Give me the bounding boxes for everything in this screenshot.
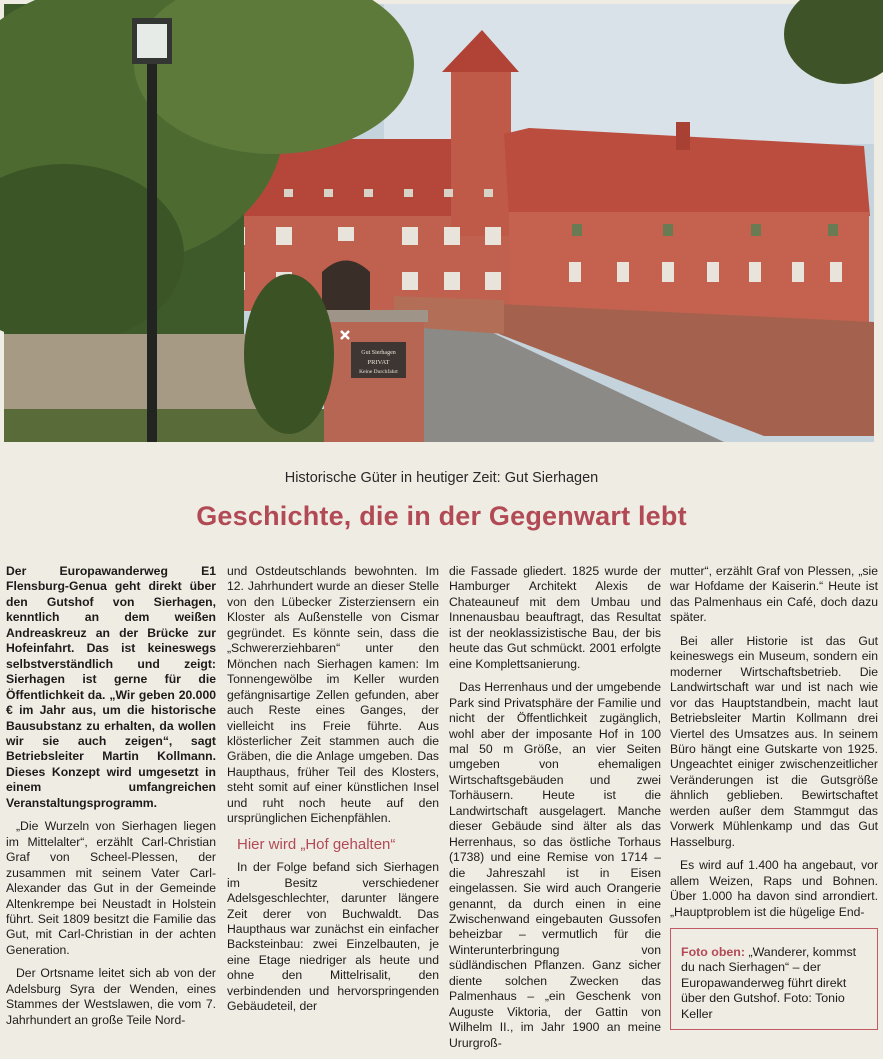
paragraph: „Die Wurzeln von Sierhagen liegen im Mittelalter“, erzählt Carl-Christian Graf von Scheel-Plessen, der zusammen mit seinem Vater Carl-Alexander das Gut in der Gemeinde Altenkrempe bei Neustadt in Holstein führt. Seit 1809 besitzt die Familie das Gut, mit Carl-Christian in der achten Generation. (6, 819, 216, 957)
paragraph: Der Ortsname leitet sich ab von der Adelsburg Syra der Wenden, eines Stammes der Westslawen, die vom 7. Jahrhundert an große Teile Nord- (6, 966, 216, 1027)
paragraph: Das Herrenhaus und der umgebende Park sind Privatsphäre der Familie und nicht der Öffentlichkeit zugänglich, wohl aber der imposante Hof in 100 mal 50 m Größe, an vier Seiten umgeben von ehemaligen Wirtschaftsgebäuden und zwei Torhäusern. Heute ist die Landwirtschaft ausgelagert. Manche dieser Gebäude sind älter als das Herrenhaus, so das östliche Torhaus (1738) und eine Remise von 1714 – die Jahreszahl ist in Eisen eingelassen. Sie wird auch Orangerie genannt, da durch einen in eine Zwischenwand eingebauten Gussofen beheizbar – vermutlich für die Winterunterbringung von südländischen Pflanzen. Ganz sicher diente solchen Zwecken das Palmenhaus – „ein Geschenk von Auguste Viktoria, der Gattin von Wilhelm II., im Jahr 1900 an meine Ururgroß- (449, 680, 661, 1050)
lamppost (147, 64, 157, 442)
paragraph: In der Folge befand sich Sierhagen im Besitz verschiedener Adelsgeschlechter, darunter längere Zeit derer von Buchwaldt. Das Haupthaus war zunächst ein einfacher Backsteinbau: zwei Einzelbauten, je eine Etage niedriger als heute und ohne den Mittelrisalit, den verbindenden und hervorspringenden Gebäudeteil, der (227, 860, 439, 1014)
caption-text: „Wanderer, kommst du nach Sierhagen“ – der Europawanderweg führt direkt über den Gutshof. Foto: Tonio Keller (681, 944, 857, 1021)
article-column-4 (670, 564, 878, 1030)
sign-text-line1: Gut Sierhagen (361, 350, 396, 356)
article-column-1 (6, 564, 216, 1036)
paragraph: die Fassade gliedert. 1825 wurde der Hamburger Architekt Alexis de Chateauneuf mit dem Umbau und Innenausbau beauftragt, das Resultat ist der neoklassizistische Bau, der bis heute das Gut schmückt. 2001 erfolgte eine Komplettsanierung. (449, 564, 661, 671)
photo-gut-sierhagen (4, 4, 874, 442)
paragraph: Bei aller Historie ist das Gut keineswegs ein Museum, sondern ein moderner Wirtschaftsbetrieb. Die Landwirtschaft war und ist nach wie vor das Hauptstandbein, macht laut Betriebsleiter Martin Kollmann drei Viertel des Umsatzes aus. In seinem Büro hängt eine Gutskarte von 1925. Ungeachtet einiger zwischenzeitlicher Veränderungen ist die Gutsgröße ähnlich geblieben. Bewirtschaftet werden außer dem Stammgut das Vorwerk Mühlenkamp und das Gut Hasselburg. (670, 633, 878, 849)
paragraph: mutter“, erzählt Graf von Plessen, „sie war Hofdame der Kaiserin.“ Heute ist das Palmenhaus ein Café, doch dazu später. (670, 564, 878, 625)
kicker: Historische Güter in heutiger Zeit: Gut Sierhagen (284, 470, 599, 486)
article-column-2 (227, 564, 439, 1023)
lead-paragraph: Der Europawanderweg E1 Flensburg-Genua geht direkt über den Gutshof von Sierhagen, kenntlich an dem weißen Andreaskreuz an der Brücke zur Hofeinfahrt. Das ist keineswegs selbstverständlich und zeigt: Sierhagen ist gerne für die Öffentlichkeit da. „Wir geben 20.000 € im Jahr aus, um die historische Bausubstanz zu erhalten, da wollen wir sie auch zeigen“, sagt Betriebsleiter Martin Kollmann. Dieses Konzept wird umgesetzt in einem umfangreichen Veranstaltungsprogramm. (6, 564, 216, 810)
photo-caption-box (670, 928, 878, 1030)
sign-text-line2: PRIVAT (367, 359, 390, 366)
caption-label: Foto oben: (681, 944, 745, 959)
article-column-3 (449, 564, 661, 1059)
photo-illustration (4, 4, 874, 442)
sign-text-line3: Keine Durchfahrt (359, 369, 398, 375)
paragraph: und Ostdeutschlands bewohnten. Im 12. Jahrhundert wurde an dieser Stelle von den Lübecker Zisterziensern ein Kloster als Außenstelle von Cismar gegründet. Es könnte sein, dass die „Schwererziehbaren“ unter den Mönchen nach Sierhagen kamen: Im Tonnengewölbe im Keller wurden gefängnisartige Zellen gefunden, aber auch Reste eines Ganges, der vielleicht ins Freie führte. Aus klösterlicher Zeit stammen auch die Gräben, die die Anlage umgeben. Das Haupthaus, früher Teil des Klosters, steht somit auf einer künstlichen Insel und ruht noch heute auf den ursprünglichen Eichenpfählen. (227, 564, 439, 826)
paragraph: Es wird auf 1.400 ha angebaut, vor allem Weizen, Raps und Bohnen. Über 1.000 ha davon sind arrondiert. „Hauptproblem ist die hügelige End- (670, 858, 878, 919)
subheading: Hier wird „Hof gehalten“ (237, 835, 396, 853)
headline: Geschichte, die in der Gegenwart lebt (196, 501, 687, 531)
